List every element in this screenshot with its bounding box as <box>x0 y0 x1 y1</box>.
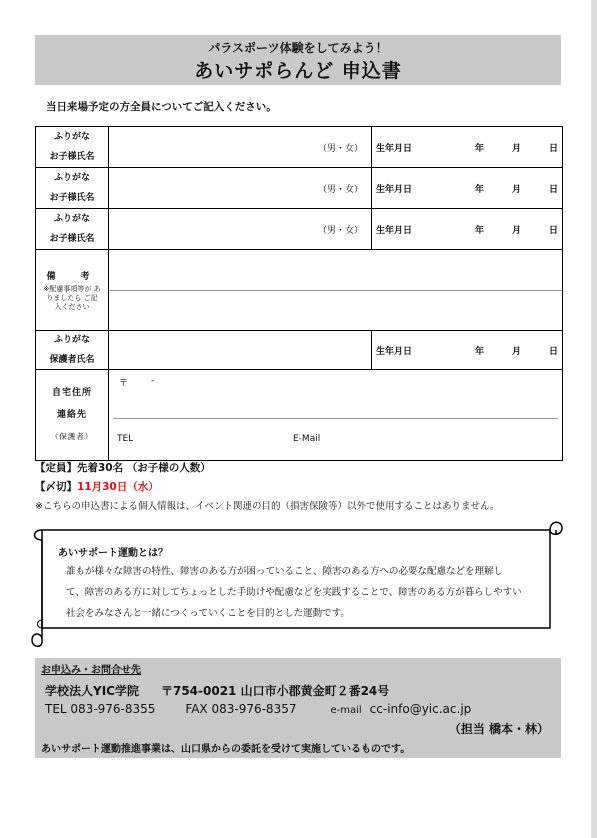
birthdate-label: 生年月日 <box>376 184 413 195</box>
birthdate-field[interactable] <box>438 168 562 208</box>
birthdate-label: 生年月日 <box>376 143 413 154</box>
about-title: あいサポート運動とは？ <box>58 548 168 559</box>
month-unit: 月 <box>511 346 521 357</box>
about-line: 誰もが様々な障害の特性、障害のある方が困っていること、障害のある方への必要な配慮などを理解し <box>66 566 504 577</box>
day-unit: 日 <box>548 225 558 236</box>
child-name-field[interactable] <box>109 168 372 208</box>
deadline-label: 【〆切】 <box>35 481 77 493</box>
child-name-text: お子様氏名 <box>49 234 95 244</box>
birthdate-label: 生年月日 <box>376 346 413 357</box>
header-banner <box>35 35 561 85</box>
gender-option[interactable]: （男・女） <box>317 226 363 236</box>
org-address: 〒754-0021 山口市小郡黄金町２番24号 <box>160 684 390 698</box>
child-row-2 <box>36 168 562 209</box>
guardian-name-field[interactable] <box>109 331 372 369</box>
year-unit: 年 <box>474 143 484 154</box>
page-title: あいサポらんど 申込書 <box>194 60 402 82</box>
deadline-text <box>35 479 159 494</box>
gender-option[interactable]: （男・女） <box>317 185 363 195</box>
contact-label: 連絡先 <box>56 410 87 420</box>
contact-org-line <box>45 682 389 699</box>
notes-line[interactable] <box>109 250 562 291</box>
address-row <box>36 370 562 460</box>
day-unit: 日 <box>548 184 558 195</box>
birthdate-label: 生年月日 <box>376 225 413 236</box>
child-name-label <box>36 127 109 167</box>
birthdate-field[interactable] <box>438 209 562 249</box>
child-name-text: お子様氏名 <box>49 152 95 162</box>
guardian-name-label <box>36 331 109 369</box>
year-unit: 年 <box>474 184 484 195</box>
furigana-label: ふりがな <box>53 132 90 142</box>
child-row-3 <box>36 209 562 250</box>
child-name-label <box>36 168 109 208</box>
org-name: 学校法人YIC学院 <box>45 684 139 698</box>
child-name-field[interactable] <box>109 127 372 167</box>
notes-field[interactable] <box>109 250 562 330</box>
contact-box <box>35 658 561 758</box>
furigana-label: ふりがな <box>53 214 90 224</box>
about-body <box>66 561 546 624</box>
child-name-label <box>36 209 109 249</box>
notes-label: 備 考 <box>46 271 98 282</box>
child-name-field[interactable] <box>109 209 372 249</box>
email-label: e-mail <box>330 705 362 716</box>
contact-person: （担当 橋本・林） <box>448 722 549 736</box>
contact-phone-line <box>45 702 471 716</box>
furigana-label: ふりがな <box>53 335 90 345</box>
guardian-row <box>36 331 562 370</box>
header-subtitle: パラスポーツ体験をしてみよう！ <box>208 41 388 55</box>
child-row-1 <box>36 127 562 168</box>
month-unit: 月 <box>511 225 521 236</box>
deadline-date: 11月30日（水） <box>77 481 159 493</box>
furigana-label: ふりがな <box>53 173 90 183</box>
tel-label: TEL <box>117 434 134 444</box>
application-form <box>35 126 563 461</box>
guardian-note: （保護者） <box>50 432 94 441</box>
month-unit: 月 <box>511 184 521 195</box>
address-divider <box>113 418 558 419</box>
day-unit: 日 <box>548 143 558 154</box>
notes-row <box>36 250 562 331</box>
postal-mark-icon: 〒 <box>119 379 129 389</box>
about-line: 社会をみなさんと一緒につくっていくことを目的とした運動です。 <box>66 608 350 619</box>
birthdate-field[interactable] <box>438 331 562 369</box>
guardian-name-text: 保護者氏名 <box>49 355 95 365</box>
tel-number: TEL 083-976-8355 <box>45 702 156 716</box>
birthdate-field[interactable] <box>438 127 562 167</box>
intro-text: 当日来場予定の方全員についてご記入ください。 <box>46 101 277 113</box>
page-edge <box>591 0 597 838</box>
contact-title: お申込み・お問合せ先 <box>41 665 141 676</box>
email-link[interactable]: cc-info@yic.ac.jp <box>369 702 472 716</box>
year-unit: 年 <box>474 346 484 357</box>
capacity-text: 【定員】先着30名 （お子様の人数） <box>35 462 211 474</box>
email-label: E-Mail <box>293 434 321 444</box>
postal-dash: - <box>151 376 155 386</box>
child-name-text: お子様氏名 <box>49 193 95 203</box>
gender-option[interactable]: （男・女） <box>317 144 363 154</box>
address-field[interactable] <box>109 370 562 460</box>
year-unit: 年 <box>474 225 484 236</box>
privacy-note: ※こちらの申込書による個人情報は、イベント関連の目的（損害保険等）以外で使用することはありません。 <box>35 501 500 512</box>
notes-line[interactable] <box>109 291 562 331</box>
notes-label-cell <box>36 250 109 330</box>
contact-note: あいサポート運動推進事業は、山口県からの委託を受けて実施しているものです。 <box>41 744 411 755</box>
day-unit: 日 <box>548 346 558 357</box>
fax-number: FAX 083-976-8357 <box>185 702 297 716</box>
address-label: 自宅住所 <box>51 388 92 398</box>
month-unit: 月 <box>511 143 521 154</box>
about-line: て、障害のある方に対してちょっとした手助けや配慮などを実践することで、障害のある方が暮らしやすい <box>66 587 522 598</box>
address-label-cell <box>36 370 109 460</box>
notes-hint: ※配慮事項等が ありましたら ご記入ください <box>43 284 101 311</box>
